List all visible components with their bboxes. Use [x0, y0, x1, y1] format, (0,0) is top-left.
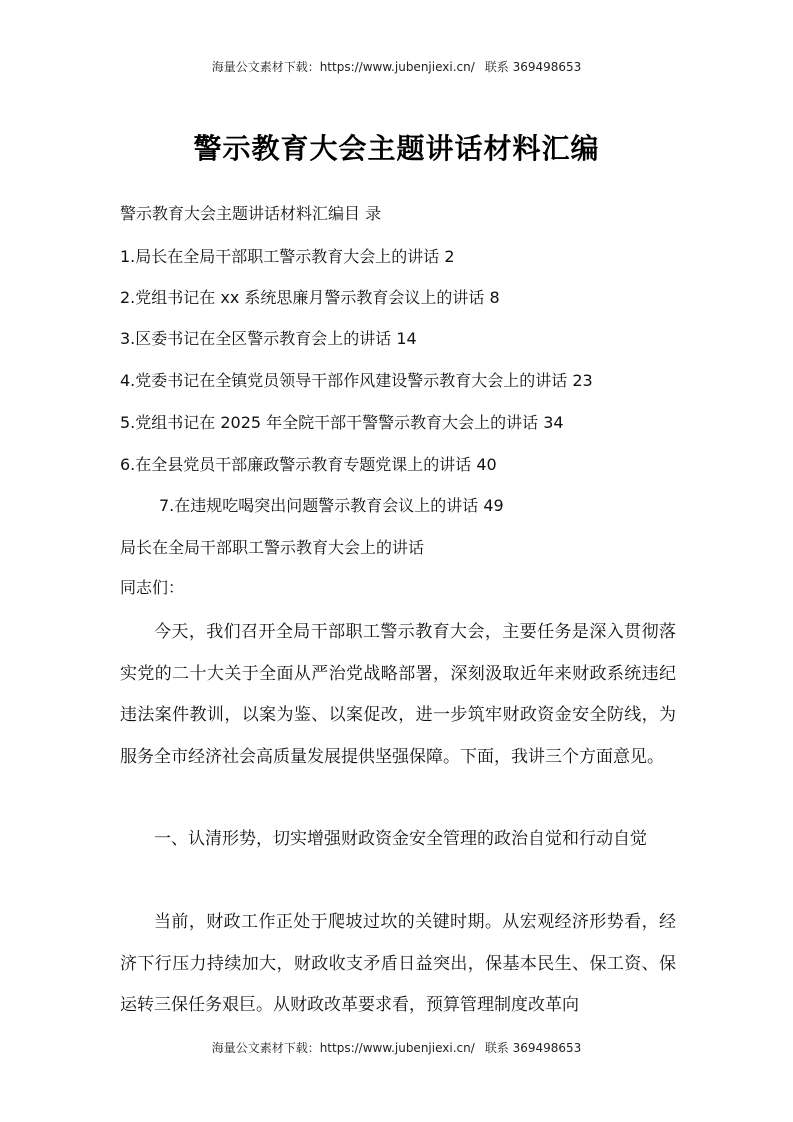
- toc-item-3: 3.区委书记在全区警示教育会上的讲话 14: [120, 329, 417, 348]
- toc-item-7: 7.在违规吃喝突出问题警示教育会议上的讲话 49: [159, 496, 504, 515]
- body-heading-1: 一、认清形势，切实增强财政资金安全管理的政治自觉和行动自觉: [154, 829, 647, 849]
- body-paragraph-1: 今天，我们召开全局干部职工警示教育大会，主要任务是深入贯彻落实党的二十大关于全面从严治党战略部署，深刻汲取近年来财政系统违纪违法案件教训，以案为鉴、以案促改，进一步筑牢财政资金安全防线，为服务全市经济社会高质量发展提供坚强保障。下面，我讲三个方面意见。: [120, 622, 676, 767]
- footer-contact-text: 联系 369498653: [484, 1041, 582, 1055]
- toc-item-2: 2.党组书记在 xx 系统思廉月警示教育会议上的讲话 8: [120, 288, 500, 307]
- page-footer: [0, 1039, 793, 1056]
- toc-item-1: 1.局长在全局干部职工警示教育大会上的讲话 2: [120, 247, 455, 266]
- toc-item-5: 5.党组书记在 2025 年全院干部干警警示教育大会上的讲话 34: [120, 413, 564, 432]
- greeting: 同志们：: [120, 578, 185, 597]
- body-paragraph-2: 当前，财政工作正处于爬坡过坎的关键时期。从宏观经济形势看，经济下行压力持续加大，财政收支矛盾日益突出，保基本民生、保工资、保运转三保任务艰巨。从财政改革要求看，预算管理制度改革向: [120, 912, 676, 1015]
- page-header: [0, 58, 793, 75]
- toc-item-6: 6.在全县党员干部廉政警示教育专题党课上的讲话 40: [120, 455, 497, 474]
- section-title: 局长在全局干部职工警示教育大会上的讲话: [120, 538, 425, 557]
- header-download-text: 海量公文素材下载：https://www.jubenjiexi.cn/: [211, 60, 475, 74]
- document-title: 警示教育大会主题讲话材料汇编: [193, 132, 600, 165]
- toc-heading: 警示教育大会主题讲话材料汇编目 录: [120, 204, 382, 223]
- toc-item-4: 4.党委书记在全镇党员领导干部作风建设警示教育大会上的讲话 23: [120, 371, 593, 390]
- header-contact-text: 联系 369498653: [484, 60, 582, 74]
- footer-download-text: 海量公文素材下载：https://www.jubenjiexi.cn/: [211, 1041, 475, 1055]
